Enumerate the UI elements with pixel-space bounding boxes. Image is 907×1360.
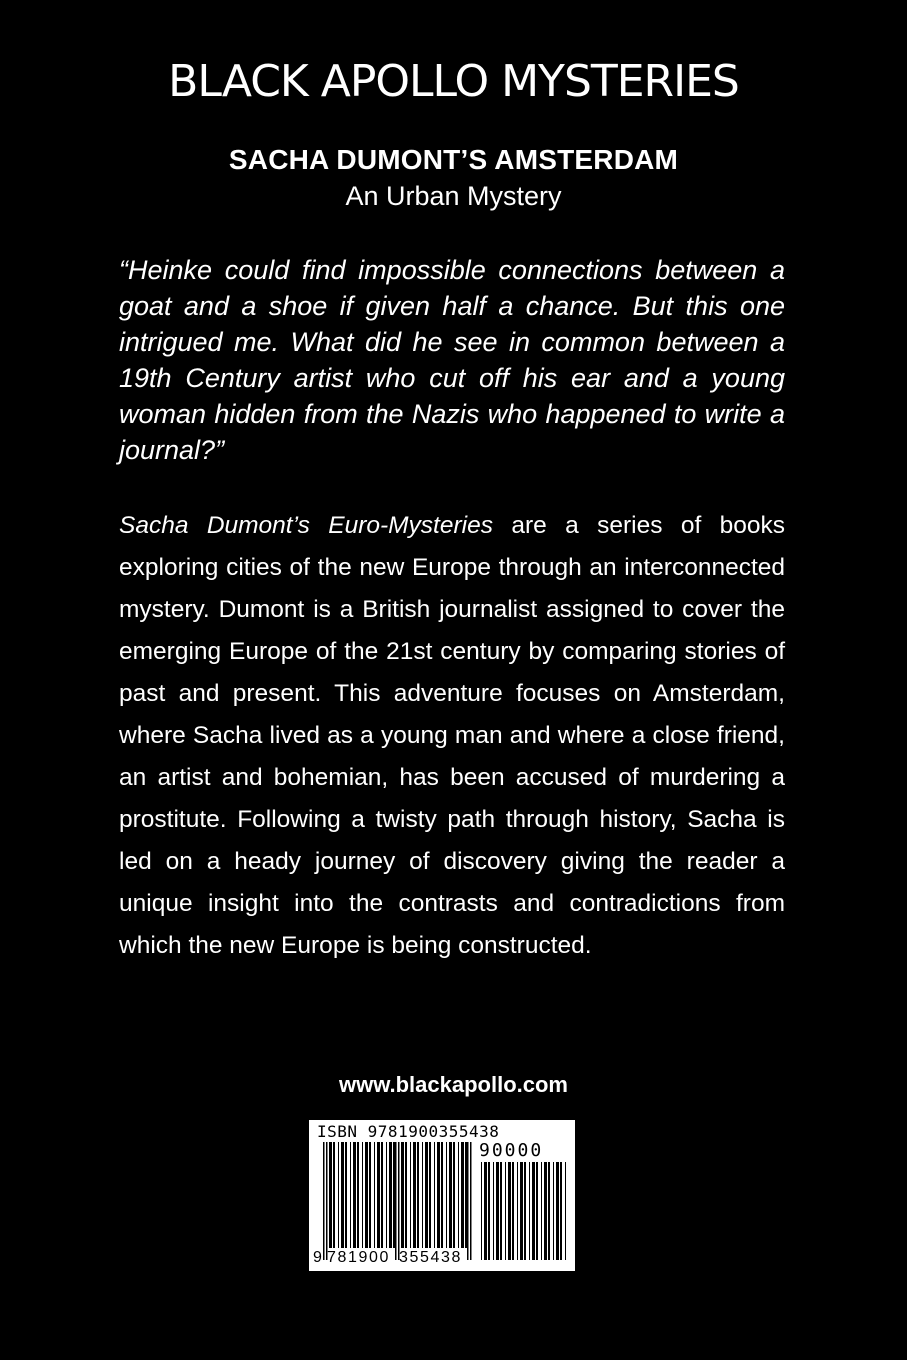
ean-left-digits: 781900 bbox=[327, 1249, 390, 1266]
ean-lead-digit: 9 bbox=[313, 1249, 322, 1266]
series-name: Sacha Dumont’s Euro-Mysteries bbox=[119, 512, 493, 539]
book-subtitle: An Urban Mystery bbox=[345, 181, 562, 211]
blurb-paragraph bbox=[119, 505, 785, 967]
series-title: BLACK APOLLO MYSTERIES bbox=[168, 56, 739, 107]
ean-right-digits: 355438 bbox=[399, 1249, 462, 1266]
addon-digits: 90000 bbox=[479, 1140, 544, 1161]
isbn-barcode bbox=[309, 1120, 575, 1271]
isbn-label: ISBN 9781900355438 bbox=[317, 1122, 500, 1141]
website-url: www.blackapollo.com bbox=[338, 1072, 568, 1097]
book-title: SACHA DUMONT’S AMSTERDAM bbox=[228, 144, 679, 175]
pull-quote: “Heinke could find impossible connections between a goat and a shoe if given half a chance. But this one intrigued me. What did he see in common between a 19th Century artist who cut off his ear and a young woman hidden from the Nazis who happened to write a journal?” bbox=[119, 255, 785, 465]
blurb-text: are a series of books exploring cities of the new Europe through an interconnected mystery. Dumont is a British journalist assigned to cover the emerging Europe of the 21st century by comparing stories of past and present. This adventure focuses on Amsterdam, where Sacha lived as a young man and where a close friend, an artist and bohemian, has been accused of murdering a prostitute. Following a twisty path through history, Sacha is led on a heady journey of discovery giving the reader a unique insight into the contrasts and contradictions from which the new Europe is being constructed. bbox=[119, 512, 785, 959]
